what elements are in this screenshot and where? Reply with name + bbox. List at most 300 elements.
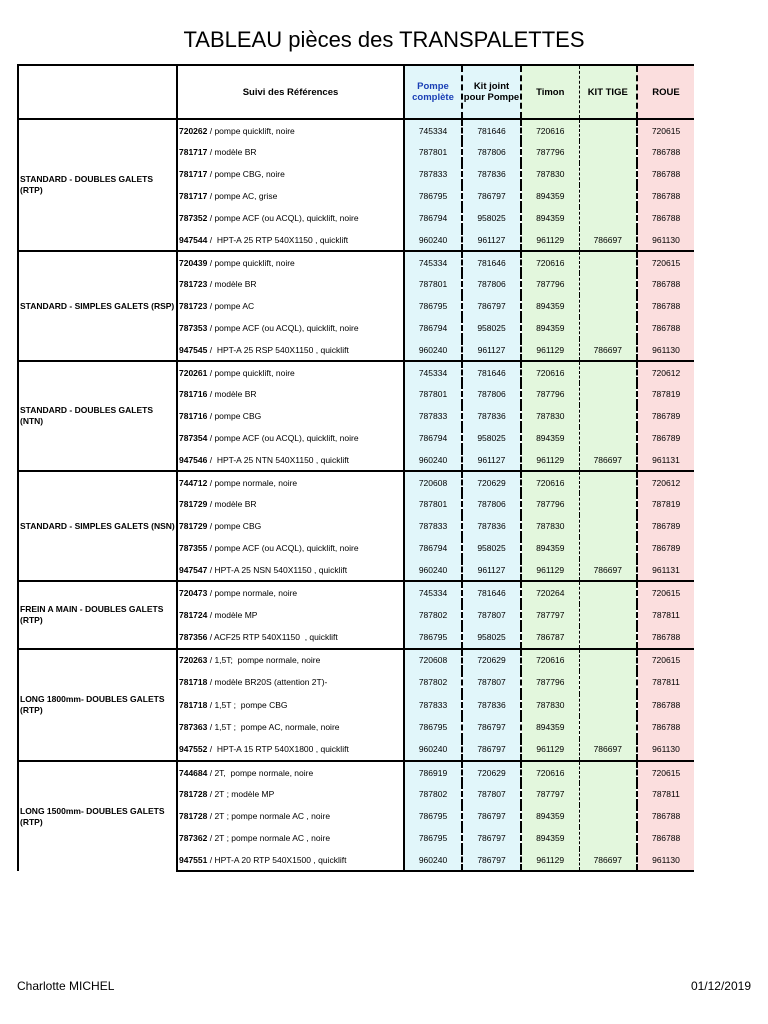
kit-joint-cell: 961127 <box>462 559 521 581</box>
reference-description: / 2T ; modèle MP <box>207 789 275 799</box>
reference-cell <box>177 427 404 449</box>
pompe-cell: 960240 <box>404 739 462 762</box>
reference-cell <box>177 515 404 537</box>
pompe-cell: 745334 <box>404 581 462 604</box>
header-kit-joint: Kit joint pour Pompe <box>462 65 521 119</box>
roue-cell: 786788 <box>637 805 694 827</box>
pompe-cell: 786795 <box>404 805 462 827</box>
pompe-cell: 745334 <box>404 361 462 383</box>
kit-tige-cell <box>579 251 637 273</box>
reference-description: / pompe quicklift, noire <box>207 367 295 378</box>
reference-code: 947546 <box>179 454 208 465</box>
reference-description: / pompe AC <box>207 301 255 311</box>
reference-description: / ACF25 RTP 540X1150 , quicklift <box>207 631 338 642</box>
kit-tige-cell <box>579 716 637 739</box>
timon-cell: 961129 <box>521 229 579 251</box>
reference-code: 787353 <box>179 323 208 333</box>
roue-cell: 786788 <box>637 827 694 849</box>
category-label: LONG 1800mm- DOUBLES GALETS (RTP) <box>18 649 177 762</box>
kit-tige-cell <box>579 805 637 827</box>
roue-cell: 961130 <box>637 229 694 251</box>
timon-cell: 720616 <box>521 761 579 783</box>
roue-cell: 720612 <box>637 361 694 383</box>
pompe-cell: 960240 <box>404 849 462 871</box>
reference-description: / HPT-A 25 RTP 540X1150 , quicklift <box>207 234 349 245</box>
kit-joint-cell: 781646 <box>462 361 521 383</box>
category-label: LONG 1500mm- DOUBLES GALETS (RTP) <box>18 761 177 871</box>
reference-cell <box>177 604 404 627</box>
reference-code: 720261 <box>179 367 208 378</box>
reference-code: 947547 <box>179 564 208 575</box>
roue-cell: 786788 <box>637 273 694 295</box>
reference-cell <box>177 449 404 471</box>
reference-code: 947552 <box>179 744 208 755</box>
roue-cell: 786788 <box>637 317 694 339</box>
kit-joint-cell: 786797 <box>462 185 521 207</box>
timon-cell: 894359 <box>521 827 579 849</box>
roue-cell: 720615 <box>637 251 694 273</box>
pompe-cell: 787802 <box>404 604 462 627</box>
kit-tige-cell <box>579 515 637 537</box>
roue-cell: 787811 <box>637 671 694 694</box>
reference-description: / 2T ; pompe normale AC , noire <box>207 811 331 821</box>
reference-code: 781723 <box>179 279 208 289</box>
reference-code: 947551 <box>179 854 208 865</box>
roue-cell: 787811 <box>637 604 694 627</box>
reference-description: / 1,5T; pompe normale, noire <box>207 655 321 666</box>
roue-cell: 961130 <box>637 849 694 871</box>
roue-cell: 786789 <box>637 537 694 559</box>
reference-code: 781729 <box>179 521 208 531</box>
reference-cell <box>177 626 404 649</box>
reference-code: 787352 <box>179 213 208 223</box>
reference-description: / pompe CBG <box>207 411 262 421</box>
timon-cell: 720616 <box>521 361 579 383</box>
reference-cell <box>177 295 404 317</box>
reference-code: 720473 <box>179 587 208 598</box>
table-row <box>18 471 694 493</box>
reference-description: / modèle MP <box>207 609 258 620</box>
pompe-cell: 720608 <box>404 649 462 672</box>
kit-tige-cell <box>579 185 637 207</box>
kit-joint-cell: 787836 <box>462 694 521 717</box>
reference-description: / 2T, pompe normale, noire <box>207 767 314 778</box>
reference-code: 787363 <box>179 722 208 733</box>
reference-description: / pompe quicklift, noire <box>207 257 295 268</box>
timon-cell: 787830 <box>521 694 579 717</box>
kit-joint-cell: 958025 <box>462 427 521 449</box>
timon-cell: 787796 <box>521 383 579 405</box>
pompe-cell: 960240 <box>404 229 462 251</box>
pompe-cell: 787833 <box>404 405 462 427</box>
kit-tige-cell <box>579 207 637 229</box>
kit-tige-cell <box>579 317 637 339</box>
table-row <box>18 761 694 783</box>
timon-cell: 787796 <box>521 671 579 694</box>
kit-tige-cell: 786697 <box>579 449 637 471</box>
reference-cell <box>177 649 404 672</box>
reference-cell <box>177 671 404 694</box>
timon-cell: 894359 <box>521 716 579 739</box>
pompe-cell: 786795 <box>404 295 462 317</box>
pompe-cell: 786794 <box>404 427 462 449</box>
timon-cell: 961129 <box>521 449 579 471</box>
reference-cell <box>177 559 404 581</box>
kit-tige-cell <box>579 141 637 163</box>
reference-cell <box>177 361 404 383</box>
timon-cell: 720616 <box>521 649 579 672</box>
parts-table <box>17 64 694 872</box>
reference-description: / modèle BR <box>207 499 257 509</box>
kit-joint-cell: 958025 <box>462 207 521 229</box>
reference-description: / pompe AC, grise <box>207 191 278 201</box>
header-pompe: Pompe complète <box>404 65 462 119</box>
roue-cell: 786789 <box>637 515 694 537</box>
pompe-cell: 786919 <box>404 761 462 783</box>
kit-joint-cell: 786797 <box>462 739 521 762</box>
kit-tige-cell: 786697 <box>579 739 637 762</box>
kit-joint-cell: 781646 <box>462 581 521 604</box>
reference-code: 787362 <box>179 833 208 843</box>
reference-description: / modèle BR <box>207 389 257 399</box>
reference-cell <box>177 739 404 762</box>
kit-joint-cell: 787806 <box>462 273 521 295</box>
reference-description: / HPT-A 25 NTN 540X1150 , quicklift <box>207 454 349 465</box>
pompe-cell: 787801 <box>404 141 462 163</box>
table-row <box>18 581 694 604</box>
roue-cell: 786788 <box>637 207 694 229</box>
reference-code: 720439 <box>179 257 208 268</box>
roue-cell: 787811 <box>637 783 694 805</box>
reference-code: 781716 <box>179 411 208 421</box>
kit-joint-cell: 786797 <box>462 849 521 871</box>
pompe-cell: 787801 <box>404 273 462 295</box>
reference-cell <box>177 471 404 493</box>
pompe-cell: 787833 <box>404 694 462 717</box>
pompe-cell: 786794 <box>404 537 462 559</box>
reference-cell <box>177 581 404 604</box>
timon-cell: 787797 <box>521 604 579 627</box>
timon-cell: 720616 <box>521 251 579 273</box>
footer-date: 01/12/2019 <box>690 979 751 993</box>
reference-description: / pompe ACF (ou ACQL), quicklift, noire <box>207 433 359 443</box>
roue-cell: 786788 <box>637 295 694 317</box>
roue-cell: 786789 <box>637 405 694 427</box>
category-label: STANDARD - DOUBLES GALETS (NTN) <box>18 361 177 471</box>
timon-cell: 961129 <box>521 849 579 871</box>
kit-tige-cell <box>579 827 637 849</box>
roue-cell: 786788 <box>637 185 694 207</box>
reference-code: 781728 <box>179 811 208 821</box>
kit-tige-cell <box>579 471 637 493</box>
kit-joint-cell: 787836 <box>462 163 521 185</box>
reference-cell <box>177 805 404 827</box>
timon-cell: 894359 <box>521 805 579 827</box>
reference-cell <box>177 383 404 405</box>
kit-joint-cell: 958025 <box>462 626 521 649</box>
roue-cell: 787819 <box>637 383 694 405</box>
kit-tige-cell <box>579 671 637 694</box>
roue-cell: 961131 <box>637 449 694 471</box>
reference-cell <box>177 849 404 871</box>
reference-code: 781729 <box>179 499 208 509</box>
roue-cell: 961130 <box>637 339 694 361</box>
timon-cell: 720616 <box>521 471 579 493</box>
kit-joint-cell: 720629 <box>462 649 521 672</box>
reference-cell <box>177 783 404 805</box>
table-body <box>18 119 694 871</box>
kit-tige-cell <box>579 405 637 427</box>
reference-cell <box>177 207 404 229</box>
pompe-cell: 786794 <box>404 207 462 229</box>
roue-cell: 720615 <box>637 649 694 672</box>
roue-cell: 786788 <box>637 141 694 163</box>
timon-cell: 961129 <box>521 559 579 581</box>
reference-cell <box>177 827 404 849</box>
reference-code: 720262 <box>179 125 208 136</box>
reference-code: 781717 <box>179 147 208 157</box>
timon-cell: 961129 <box>521 739 579 762</box>
roue-cell: 720615 <box>637 761 694 783</box>
reference-description: / 1,5T ; pompe AC, normale, noire <box>207 722 340 733</box>
timon-cell: 787830 <box>521 163 579 185</box>
reference-description: / pompe CBG <box>207 521 262 531</box>
reference-code: 781717 <box>179 169 208 179</box>
footer-author: Charlotte MICHEL <box>17 979 115 993</box>
reference-cell <box>177 537 404 559</box>
pompe-cell: 786795 <box>404 827 462 849</box>
roue-cell: 787819 <box>637 493 694 515</box>
reference-description: / pompe quicklift, noire <box>207 125 295 136</box>
timon-cell: 720264 <box>521 581 579 604</box>
timon-cell: 961129 <box>521 339 579 361</box>
reference-cell <box>177 339 404 361</box>
table-row <box>18 361 694 383</box>
reference-code: 781728 <box>179 789 208 799</box>
table-row <box>18 649 694 672</box>
roue-cell: 720615 <box>637 581 694 604</box>
pompe-cell: 960240 <box>404 339 462 361</box>
kit-joint-cell: 786797 <box>462 716 521 739</box>
header-roue: ROUE <box>637 65 694 119</box>
kit-tige-cell <box>579 295 637 317</box>
kit-joint-cell: 958025 <box>462 317 521 339</box>
reference-code: 720263 <box>179 655 208 666</box>
roue-cell: 961130 <box>637 739 694 762</box>
timon-cell: 894359 <box>521 207 579 229</box>
table-row <box>18 119 694 141</box>
kit-tige-cell <box>579 626 637 649</box>
timon-cell: 894359 <box>521 317 579 339</box>
timon-cell: 720616 <box>521 119 579 141</box>
timon-cell: 787830 <box>521 515 579 537</box>
reference-description: / 2T ; pompe normale AC , noire <box>207 833 331 843</box>
reference-cell <box>177 229 404 251</box>
pompe-cell: 786795 <box>404 716 462 739</box>
kit-tige-cell <box>579 383 637 405</box>
reference-code: 787354 <box>179 433 208 443</box>
kit-joint-cell: 786797 <box>462 805 521 827</box>
timon-cell: 787796 <box>521 493 579 515</box>
kit-tige-cell: 786697 <box>579 559 637 581</box>
kit-tige-cell <box>579 493 637 515</box>
reference-description: / HPT-A 15 RTP 540X1800 , quicklift <box>207 744 349 755</box>
pompe-cell: 787802 <box>404 783 462 805</box>
kit-tige-cell <box>579 273 637 295</box>
kit-joint-cell: 787836 <box>462 515 521 537</box>
timon-cell: 894359 <box>521 427 579 449</box>
reference-code: 781723 <box>179 301 208 311</box>
reference-code: 781724 <box>179 609 208 620</box>
kit-joint-cell: 786797 <box>462 827 521 849</box>
kit-joint-cell: 787807 <box>462 671 521 694</box>
pompe-cell: 960240 <box>404 559 462 581</box>
reference-description: / pompe normale, noire <box>207 587 298 598</box>
kit-joint-cell: 787836 <box>462 405 521 427</box>
timon-cell: 894359 <box>521 537 579 559</box>
pompe-cell: 720608 <box>404 471 462 493</box>
kit-joint-cell: 720629 <box>462 471 521 493</box>
table-row <box>18 251 694 273</box>
kit-joint-cell: 787806 <box>462 493 521 515</box>
timon-cell: 787797 <box>521 783 579 805</box>
timon-cell: 787796 <box>521 273 579 295</box>
timon-cell: 786787 <box>521 626 579 649</box>
kit-joint-cell: 786797 <box>462 295 521 317</box>
kit-tige-cell: 786697 <box>579 339 637 361</box>
roue-cell: 786788 <box>637 716 694 739</box>
reference-description: / pompe ACF (ou ACQL), quicklift, noire <box>207 323 359 333</box>
reference-cell <box>177 694 404 717</box>
pompe-cell: 786795 <box>404 626 462 649</box>
reference-cell <box>177 141 404 163</box>
timon-cell: 787830 <box>521 405 579 427</box>
kit-joint-cell: 787807 <box>462 604 521 627</box>
reference-description: / HPT-A 25 RSP 540X1150 , quicklift <box>207 344 349 355</box>
pompe-cell: 745334 <box>404 251 462 273</box>
kit-joint-cell: 787806 <box>462 383 521 405</box>
reference-description: / pompe ACF (ou ACQL), quicklift, noire <box>207 543 359 553</box>
kit-tige-cell <box>579 604 637 627</box>
reference-cell <box>177 493 404 515</box>
header-category <box>18 65 177 119</box>
reference-description: / pompe CBG, noire <box>207 169 285 179</box>
header-references: Suivi des Références <box>177 65 404 119</box>
category-label: STANDARD - DOUBLES GALETS (RTP) <box>18 119 177 251</box>
reference-cell <box>177 185 404 207</box>
kit-tige-cell <box>579 427 637 449</box>
reference-description: / HPT-A 20 RTP 540X1500 , quicklift <box>207 854 347 865</box>
reference-code: 744684 <box>179 767 208 778</box>
parts-table-wrapper <box>17 64 693 872</box>
kit-joint-cell: 781646 <box>462 251 521 273</box>
roue-cell: 720612 <box>637 471 694 493</box>
kit-tige-cell <box>579 361 637 383</box>
roue-cell: 720615 <box>637 119 694 141</box>
timon-cell: 894359 <box>521 185 579 207</box>
reference-cell <box>177 273 404 295</box>
reference-description: / pompe normale, noire <box>207 477 298 488</box>
reference-code: 787356 <box>179 631 208 642</box>
roue-cell: 961131 <box>637 559 694 581</box>
timon-cell: 787796 <box>521 141 579 163</box>
kit-tige-cell <box>579 694 637 717</box>
roue-cell: 786788 <box>637 626 694 649</box>
reference-cell <box>177 251 404 273</box>
reference-description: / 1,5T ; pompe CBG <box>207 699 288 710</box>
kit-tige-cell <box>579 537 637 559</box>
timon-cell: 894359 <box>521 295 579 317</box>
reference-cell <box>177 405 404 427</box>
reference-description: / HPT-A 25 NSN 540X1150 , quicklift <box>207 564 348 575</box>
reference-description: / modèle BR <box>207 279 257 289</box>
kit-tige-cell <box>579 761 637 783</box>
reference-code: 947545 <box>179 344 208 355</box>
kit-joint-cell: 961127 <box>462 229 521 251</box>
kit-tige-cell <box>579 649 637 672</box>
reference-code: 744712 <box>179 477 208 488</box>
reference-code: 781717 <box>179 191 208 201</box>
pompe-cell: 787801 <box>404 383 462 405</box>
kit-joint-cell: 961127 <box>462 449 521 471</box>
kit-tige-cell: 786697 <box>579 229 637 251</box>
kit-joint-cell: 961127 <box>462 339 521 361</box>
reference-description: / modèle BR <box>207 147 257 157</box>
roue-cell: 786788 <box>637 163 694 185</box>
pompe-cell: 960240 <box>404 449 462 471</box>
kit-joint-cell: 787806 <box>462 141 521 163</box>
header-kit-tige: KIT TIGE <box>579 65 637 119</box>
kit-joint-cell: 781646 <box>462 119 521 141</box>
kit-tige-cell <box>579 119 637 141</box>
roue-cell: 786789 <box>637 427 694 449</box>
reference-code: 781716 <box>179 389 208 399</box>
reference-description: / modèle BR20S (attention 2T)- <box>207 677 328 688</box>
pompe-cell: 745334 <box>404 119 462 141</box>
category-label: FREIN A MAIN - DOUBLES GALETS (RTP) <box>18 581 177 649</box>
reference-code: 781718 <box>179 699 208 710</box>
category-label: STANDARD - SIMPLES GALETS (RSP) <box>18 251 177 361</box>
reference-code: 781718 <box>179 677 208 688</box>
reference-cell <box>177 317 404 339</box>
table-header-row <box>18 65 694 119</box>
kit-joint-cell: 958025 <box>462 537 521 559</box>
pompe-cell: 787801 <box>404 493 462 515</box>
pompe-cell: 786794 <box>404 317 462 339</box>
roue-cell: 786788 <box>637 694 694 717</box>
page-title: TABLEAU pièces des TRANSPALETTES <box>183 27 585 52</box>
pompe-cell: 786795 <box>404 185 462 207</box>
reference-code: 787355 <box>179 543 208 553</box>
pompe-cell: 787802 <box>404 671 462 694</box>
reference-cell <box>177 716 404 739</box>
kit-joint-cell: 787807 <box>462 783 521 805</box>
reference-cell <box>177 761 404 783</box>
header-timon: Timon <box>521 65 579 119</box>
pompe-cell: 787833 <box>404 515 462 537</box>
kit-joint-cell: 720629 <box>462 761 521 783</box>
reference-cell <box>177 163 404 185</box>
reference-description: / pompe ACF (ou ACQL), quicklift, noire <box>207 213 359 223</box>
reference-cell <box>177 119 404 141</box>
kit-tige-cell <box>579 581 637 604</box>
pompe-cell: 787833 <box>404 163 462 185</box>
kit-tige-cell: 786697 <box>579 849 637 871</box>
category-label: STANDARD - SIMPLES GALETS (NSN) <box>18 471 177 581</box>
kit-tige-cell <box>579 163 637 185</box>
kit-tige-cell <box>579 783 637 805</box>
reference-code: 947544 <box>179 234 208 245</box>
